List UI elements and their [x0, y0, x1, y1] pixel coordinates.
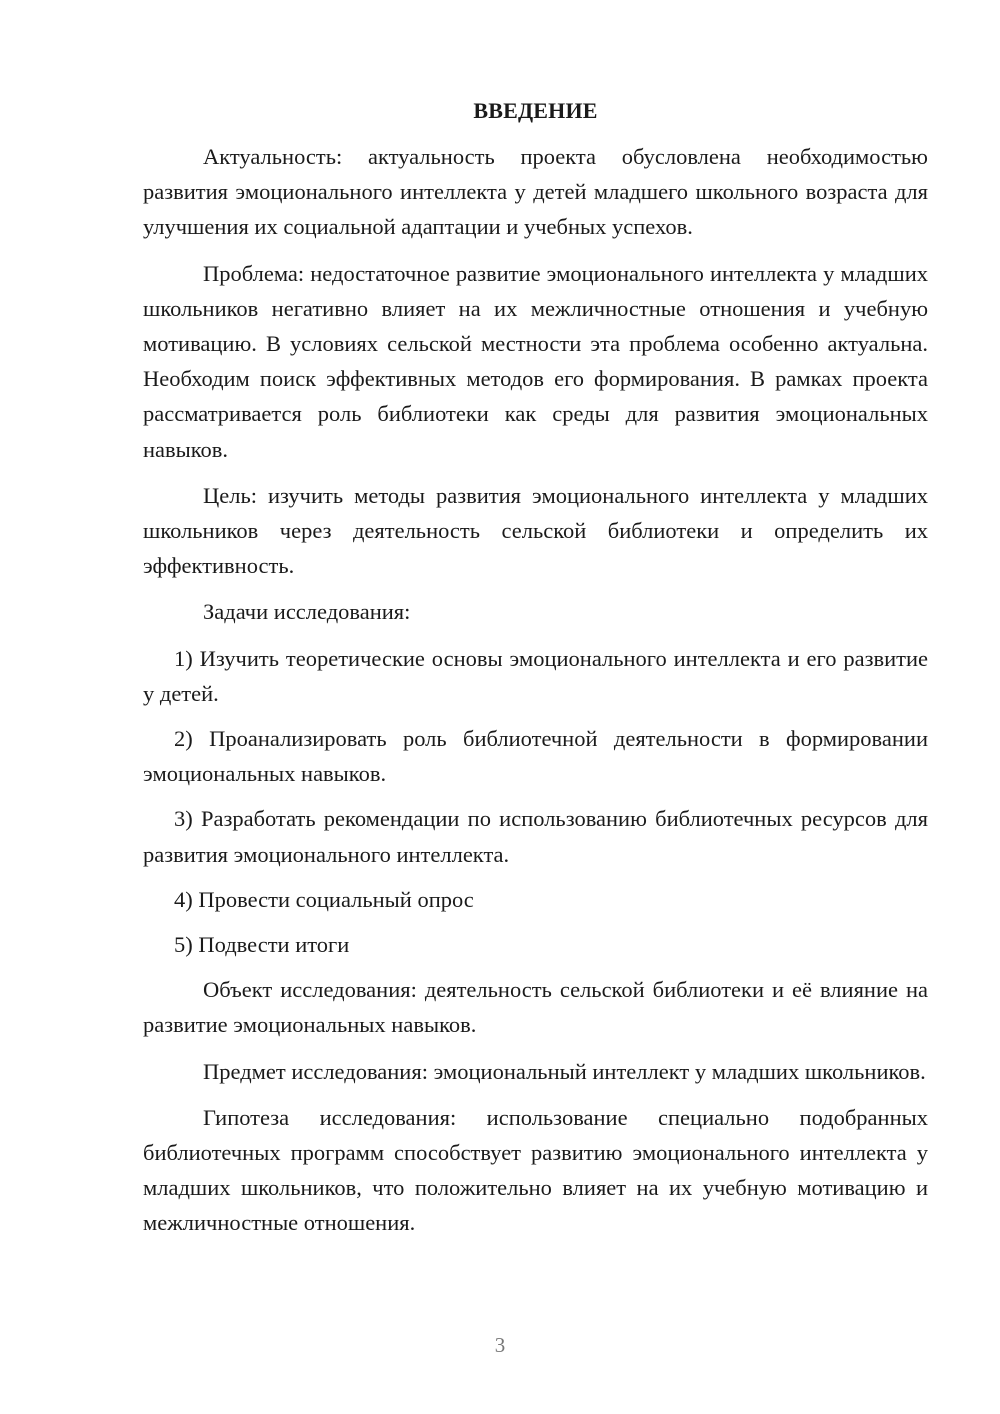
document-page — [143, 94, 928, 1252]
object-paragraph: Объект исследования: деятельность сельской библиотеки и её влияние на развитие эмоциональных навыков. — [143, 977, 928, 1038]
relevance-paragraph: Актуальность: актуальность проекта обусловлена необходимостью развития эмоционального интеллекта у детей младшего школьного возраста для улучшения их социальной адаптации и учебных успехов. — [143, 144, 928, 240]
list-item: 1) Изучить теоретические основы эмоционального интеллекта и его развитие у детей. — [143, 645, 928, 706]
list-item: 2) Проанализировать роль библиотечной деятельности в формировании эмоциональных навыков. — [143, 726, 928, 787]
subject-paragraph: Предмет исследования: эмоциональный интеллект у младших школьников. — [203, 1058, 926, 1084]
tasks-list — [143, 641, 928, 963]
goal-paragraph: Цель: изучить методы развития эмоционального интеллекта у младших школьников через деятельность сельской библиотеки и определить их эффективность. — [143, 482, 928, 579]
list-item: 3) Разработать рекомендации по использованию библиотечных ресурсов для развития эмоционального интеллекта. — [143, 806, 928, 867]
section-title: ВВЕДЕНИЕ — [473, 98, 598, 123]
list-item: 5) Подвести итоги — [174, 932, 350, 958]
problem-paragraph: Проблема: недостаточное развитие эмоционального интеллекта у младших школьников негативно влияет на их межличностные отношения и учебную мотивацию. В условиях сельской местности эта проблема особенно актуальна. Необходим поиск эффективных методов его формирования. В рамках проекта рассматривается роль библиотеки как среды для развития эмоциональных навыков. — [143, 260, 928, 462]
list-item: 4) Провести социальный опрос — [174, 886, 474, 912]
tasks-heading: Задачи исследования: — [203, 599, 411, 625]
page-number: 3 — [494, 1333, 506, 1357]
hypothesis-paragraph: Гипотеза исследования: использование специально подобранных библиотечных программ способствует развитию эмоционального интеллекта у младших школьников, что положительно влияет на их учебную мотивацию и межличностные отношения. — [143, 1104, 928, 1236]
